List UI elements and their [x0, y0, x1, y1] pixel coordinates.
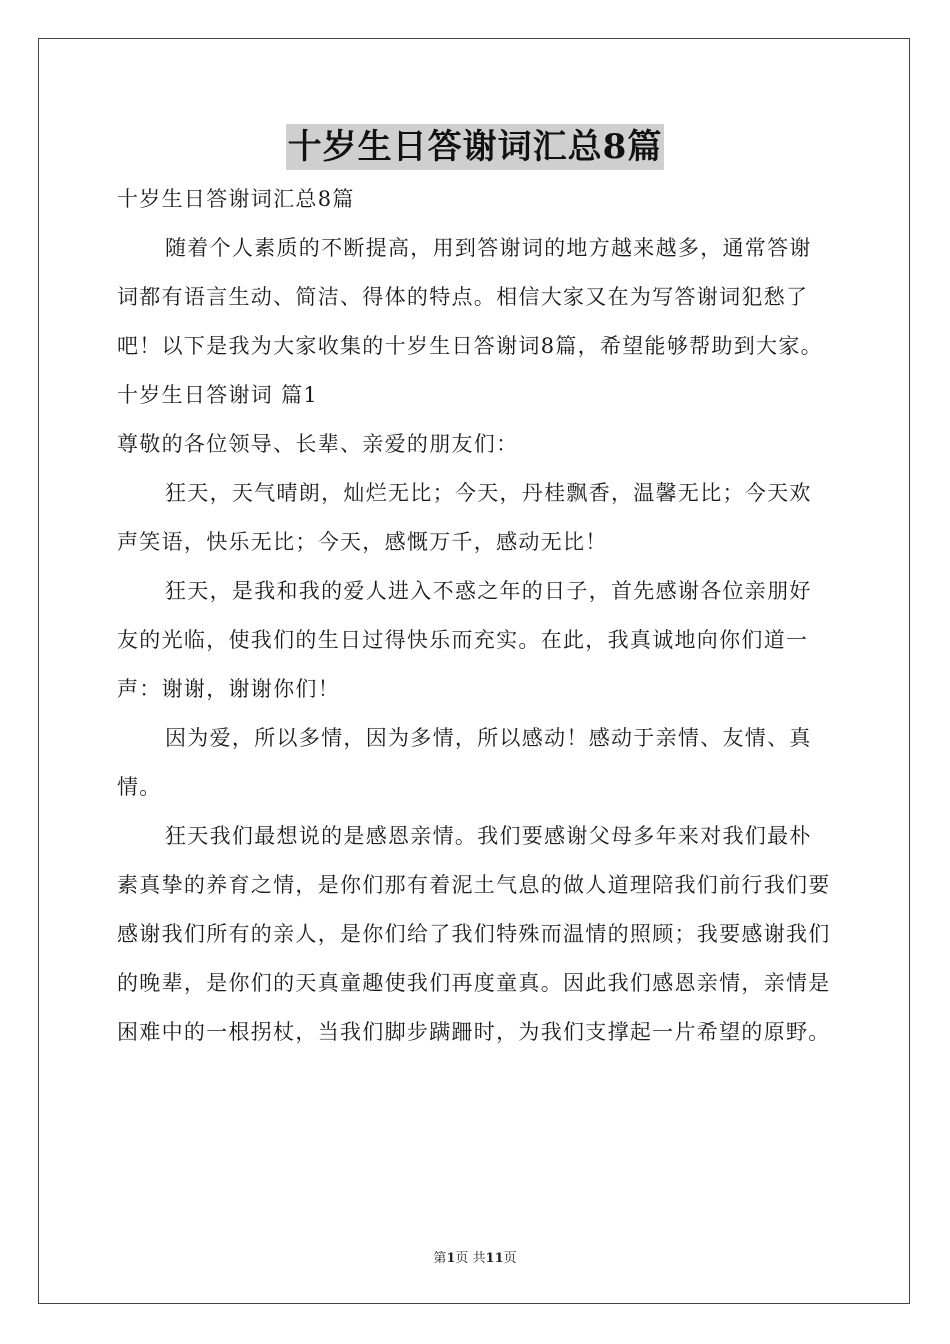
page-footer [0, 1247, 950, 1266]
footer-mid: 页 共 [455, 1251, 486, 1266]
salutation: 尊敬的各位领导、长辈、亲爱的朋友们： [117, 432, 519, 456]
footer-current-page: 1 [446, 1251, 456, 1266]
section-heading: 十岁生日答谢词 篇1 [117, 383, 319, 407]
footer-prefix: 第 [433, 1251, 447, 1266]
title-wrap [0, 124, 950, 170]
footer-total-pages: 11 [485, 1251, 504, 1266]
paragraph: 因为爱，所以多情，因为多情，所以感动！感动于亲情、友情、真情。 [117, 726, 812, 799]
document-body [117, 175, 833, 1057]
footer-suffix: 页 [503, 1251, 517, 1266]
document-title: 十岁生日答谢词汇总8篇 [286, 124, 665, 170]
paragraph: 狂天，天气晴朗，灿烂无比；今天，丹桂飘香，温馨无比；今天欢声笑语，快乐无比；今天，感慨万千，感动无比！ [117, 481, 812, 554]
paragraph: 随着个人素质的不断提高，用到答谢词的地方越来越多，通常答谢词都有语言生动、简洁、得体的特点。相信大家又在为写答谢词犯愁了吧！以下是我为大家收集的十岁生日答谢词8篇，希望能够帮助到大家。 [117, 236, 823, 358]
paragraph: 十岁生日答谢词汇总8篇 [117, 187, 355, 211]
paragraph: 狂天我们最想说的是感恩亲情。我们要感谢父母多年来对我们最朴素真挚的养育之情，是你们那有着泥土气息的做人道理陪我们前行我们要感谢我们所有的亲人，是你们给了我们特殊而温情的照顾；我要感谢我们的晚辈，是你们的天真童趣使我们再度童真。因此我们感恩亲情，亲情是困难中的一根拐杖，当我们脚步蹒跚时，为我们支撑起一片希望的原野。 [117, 824, 831, 1044]
paragraph: 狂天，是我和我的爱人进入不惑之年的日子，首先感谢各位亲朋好友的光临，使我们的生日过得快乐而充实。在此，我真诚地向你们道一声：谢谢，谢谢你们！ [117, 579, 812, 701]
